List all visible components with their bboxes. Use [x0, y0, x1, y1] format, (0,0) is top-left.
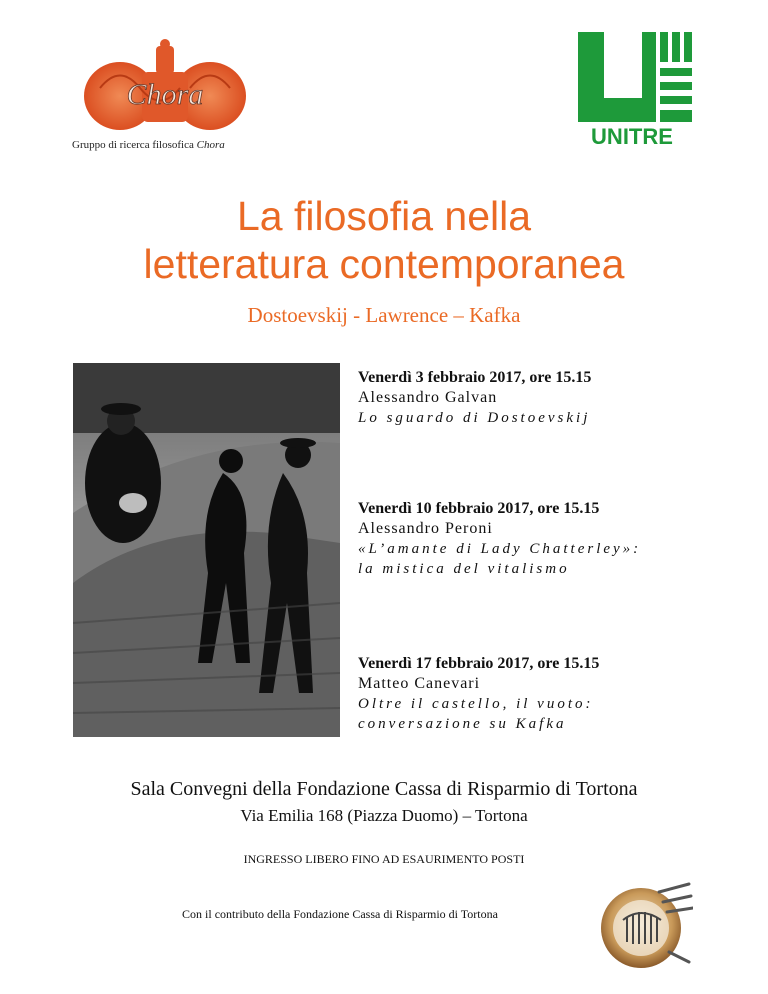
- event-talk-title: Oltre il castello, il vuoto:: [358, 696, 594, 712]
- event-1: [358, 368, 718, 428]
- contribution-note: Con il contributo della Fondazione Cassa di Risparmio di Tortona: [182, 907, 498, 921]
- chora-caption: Gruppo di ricerca filosofica Chora: [72, 139, 225, 151]
- event-talk-subtitle: conversazione su Kafka: [358, 716, 567, 732]
- unitre-logo-text: UNITRE: [591, 124, 673, 149]
- title-line-2: letteratura contemporanea: [143, 241, 625, 287]
- event-3: [358, 654, 718, 734]
- admission-note: INGRESSO LIBERO FINO AD ESAURIMENTO POSTI: [243, 852, 525, 866]
- event-speaker: Alessandro Galvan: [358, 389, 498, 406]
- page-title: [0, 192, 768, 288]
- page-subtitle: Dostoevskij - Lawrence – Kafka: [247, 303, 521, 327]
- event-speaker: Matteo Canevari: [358, 675, 481, 692]
- event-date: Venerdì 10 febbraio 2017, ore 15.15: [358, 500, 600, 517]
- title-line-1: La filosofia nella: [236, 193, 532, 239]
- event-date: Venerdì 3 febbraio 2017, ore 15.15: [358, 369, 592, 386]
- chora-logo-text: Chora: [126, 78, 204, 111]
- foundation-logo: [597, 880, 693, 972]
- event-speaker: Alessandro Peroni: [358, 520, 493, 537]
- event-talk-title: Lo sguardo di Dostoevskij: [358, 410, 591, 426]
- chora-logo: [80, 38, 250, 138]
- event-talk-subtitle: la mistica del vitalismo: [358, 561, 570, 577]
- event-2: [358, 499, 718, 579]
- street-photo: [73, 363, 340, 737]
- event-date: Venerdì 17 febbraio 2017, ore 15.15: [358, 655, 600, 672]
- chora-caption-name: Chora: [196, 139, 225, 151]
- unitre-logo: [572, 32, 694, 150]
- venue-name: Sala Convegni della Fondazione Cassa di Risparmio di Tortona: [130, 778, 638, 800]
- venue-address: Via Emilia 168 (Piazza Duomo) – Tortona: [240, 806, 528, 825]
- event-talk-title: «L’amante di Lady Chatterley»:: [358, 541, 642, 557]
